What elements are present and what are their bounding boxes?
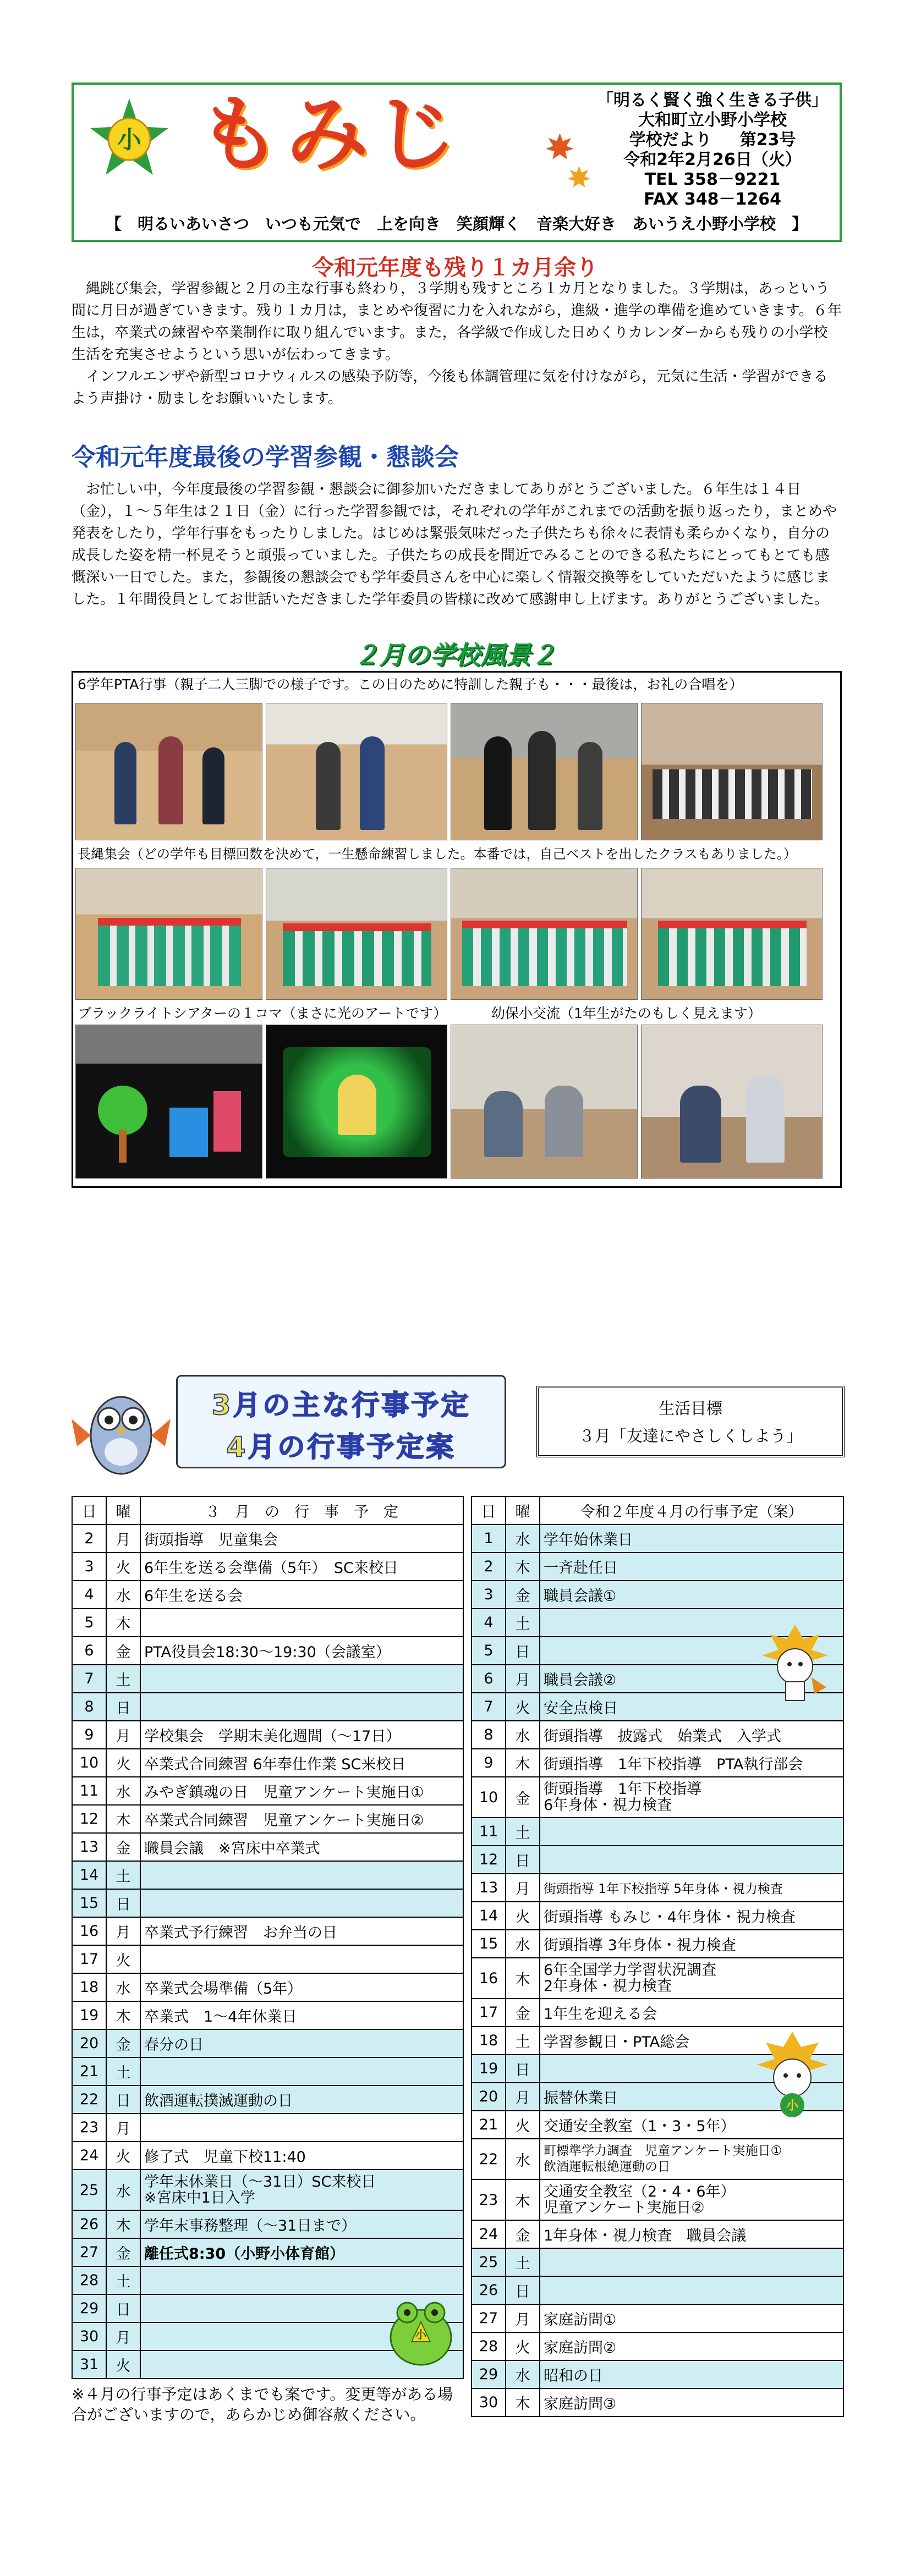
- weekday-cell: 火: [506, 2332, 540, 2360]
- day-cell: 10: [472, 1777, 506, 1818]
- schedule-row: [72, 2210, 463, 2238]
- event-cell: [540, 2179, 843, 2220]
- weekday-cell: 金: [106, 2029, 140, 2057]
- event-cell: [140, 1665, 463, 1693]
- day-cell: 2: [72, 1524, 106, 1553]
- event-text: 児童アンケート実施日②: [544, 2199, 705, 2216]
- schedule-row: [472, 1524, 843, 1553]
- weekday-cell: 月: [106, 1721, 140, 1749]
- newsletter-title: もみじ: [198, 87, 463, 183]
- col-day: 日: [72, 1496, 106, 1524]
- schedule-row: [472, 2248, 843, 2276]
- issue-date: 令和2年2月26日（火）: [623, 150, 802, 169]
- day-cell: 13: [472, 1874, 506, 1902]
- day-cell: 18: [72, 1973, 106, 2001]
- day-cell: 9: [472, 1749, 506, 1777]
- photo-theater-2: [266, 1025, 447, 1179]
- weekday-cell: 木: [106, 2001, 140, 2029]
- event-text: 6年身体・視力検査: [544, 1797, 672, 1814]
- event-cell: 職員会議①: [540, 1581, 843, 1609]
- event-cell: [540, 2248, 843, 2276]
- event-text: 2年身体・視力検査: [544, 1978, 672, 1995]
- day-cell: 17: [72, 1945, 106, 1973]
- event-cell: 職員会議②: [540, 1665, 843, 1693]
- day-cell: 24: [72, 2142, 106, 2170]
- col-day: 日: [472, 1496, 506, 1524]
- event-cell: [140, 1693, 463, 1721]
- schedule-row: [472, 2179, 843, 2220]
- article1-body: [72, 278, 842, 410]
- banner-march: 3月の主な行事予定: [211, 1389, 471, 1421]
- day-cell: 3: [472, 1581, 506, 1609]
- event-cell: 1年生を迎える会: [540, 1999, 843, 2027]
- event-cell: [140, 2170, 463, 2210]
- day-cell: 25: [72, 2170, 106, 2210]
- day-cell: 18: [472, 2027, 506, 2055]
- goal-label: 生活目標: [658, 1399, 722, 1418]
- weekday-cell: 木: [506, 1749, 540, 1777]
- day-cell: 5: [72, 1609, 106, 1637]
- event-cell: 修了式 児童下校11:40: [140, 2142, 463, 2170]
- weekday-cell: 木: [506, 2388, 540, 2417]
- weekday-cell: 水: [506, 2139, 540, 2179]
- schedule-row: [472, 1874, 843, 1902]
- event-cell: [540, 1846, 843, 1874]
- weekday-cell: 水: [106, 1777, 140, 1805]
- schedule-row: [472, 2220, 843, 2248]
- weekday-cell: 土: [106, 2266, 140, 2294]
- school-fax: FAX 348－1264: [644, 190, 781, 209]
- day-cell: 14: [72, 1861, 106, 1889]
- event-cell: 街頭指導 1年下校指導 PTA執行部会: [540, 1749, 843, 1777]
- photo-exchange-2: [641, 1025, 823, 1179]
- schedule-row: [72, 1889, 463, 1917]
- day-cell: 9: [72, 1721, 106, 1749]
- schedule-row: [72, 1693, 463, 1721]
- weekday-cell: 木: [506, 2179, 540, 2220]
- event-cell: 家庭訪問②: [540, 2332, 843, 2360]
- schedule-row: [72, 1805, 463, 1833]
- photo-pta-2: [266, 703, 447, 840]
- weekday-cell: 月: [506, 1665, 540, 1693]
- photo-caption-exchange: 幼保小交流（1年生がたのもしく見えます）: [491, 1005, 761, 1021]
- schedule-row: [472, 2276, 843, 2304]
- col-weekday: 曜: [106, 1496, 140, 1524]
- event-cell: 交通安全教室（1・3・5年）: [540, 2111, 843, 2139]
- weekday-cell: 月: [106, 1917, 140, 1945]
- weekday-cell: 金: [106, 1833, 140, 1861]
- schedule-row: [72, 2057, 463, 2085]
- day-cell: 20: [472, 2083, 506, 2111]
- event-cell: 学習参観日・PTA総会: [540, 2027, 843, 2055]
- photo-caption-jumprope: 長縄集会（どの学年も目標回数を決めて，一生懸命練習しました。本番では，自己ベストを出したクラスもありました。）: [78, 846, 797, 862]
- day-cell: 14: [472, 1902, 506, 1930]
- march-schedule-table: [72, 1496, 464, 2379]
- event-cell: [540, 1958, 843, 1999]
- event-cell: [540, 2139, 843, 2179]
- schedule-row: [472, 1818, 843, 1846]
- day-cell: 22: [72, 2085, 106, 2113]
- schedule-row: [472, 1553, 843, 1581]
- schedule-row: [72, 1665, 463, 1693]
- day-cell: 5: [472, 1637, 506, 1665]
- schedule-row: [472, 1846, 843, 1874]
- frog-mascot-icon: [380, 2288, 462, 2370]
- day-cell: 6: [472, 1665, 506, 1693]
- schedule-row: [72, 2238, 463, 2266]
- weekday-cell: 火: [106, 2351, 140, 2379]
- day-cell: 25: [472, 2248, 506, 2276]
- event-cell: 1年身体・視力検査 職員会議: [540, 2220, 843, 2248]
- event-text: ※宮床中1日入学: [144, 2189, 255, 2206]
- event-cell: 家庭訪問①: [540, 2304, 843, 2332]
- weekday-cell: 火: [106, 1945, 140, 1973]
- weekday-cell: 火: [106, 1749, 140, 1777]
- day-cell: 20: [72, 2029, 106, 2057]
- schedule-row: [472, 2304, 843, 2332]
- weekday-cell: 水: [506, 1930, 540, 1958]
- weekday-cell: 日: [506, 1637, 540, 1665]
- school-info: [594, 91, 831, 210]
- schedule-row: [72, 2029, 463, 2057]
- goal-text: ３月「友達にやさしくしよう」: [578, 1427, 802, 1445]
- photo-pta-4: [641, 703, 823, 840]
- event-text: 交通安全教室（2・4・6年）: [544, 2183, 736, 2200]
- event-cell: [540, 1777, 843, 1818]
- event-cell: 卒業式会場準備（5年）: [140, 1973, 463, 2001]
- event-cell: [540, 1818, 843, 1846]
- day-cell: 8: [472, 1721, 506, 1749]
- schedule-row: [472, 1749, 843, 1777]
- weekday-cell: 火: [506, 1693, 540, 1721]
- leaf-mascot-icon: [754, 2029, 831, 2120]
- photo-pta-1: [75, 703, 262, 840]
- weekday-cell: 日: [106, 2294, 140, 2322]
- day-cell: 22: [472, 2139, 506, 2179]
- weekday-cell: 土: [106, 1665, 140, 1693]
- schedule-row: [472, 1721, 843, 1749]
- photo-jumprope-3: [451, 868, 638, 1000]
- day-cell: 17: [472, 1999, 506, 2027]
- day-cell: 30: [72, 2322, 106, 2351]
- schedule-row: [72, 1917, 463, 1945]
- day-cell: 15: [472, 1930, 506, 1958]
- day-cell: 21: [72, 2057, 106, 2085]
- schedule-row: [472, 1777, 843, 1818]
- schedule-row: [72, 1833, 463, 1861]
- photo-gallery: [72, 671, 842, 1188]
- event-cell: 卒業式予行練習 お弁当の日: [140, 1917, 463, 1945]
- event-cell: [140, 1609, 463, 1637]
- weekday-cell: 月: [506, 2304, 540, 2332]
- leaf-mascot-icon: [759, 1622, 831, 1705]
- article2-paragraph: お忙しい中，今年度最後の学習参観・懇談会に御参加いただきましてありがとうございました。６年生は１４日（金），１～５年生は２１日（金）に行った学習参観では，それぞれの学年がこれまでの活動を振り返ったり，まとめや発表をしたり，学年行事をもったりしました。はじめは緊張気味だった子供たちも徐々に表情も柔らかくなり，自分の成長した姿を精一杯見そうと頑張っていました。子供たちの成長を間近でみることのできる私たちにとってもとても感慨深い一日でした。また，参観後の懇談会でも学年委員さんを中心に楽しく情報交換等をしていただいたように感じました。１年間役員としてお世話いただきました学年委員の皆様に改めて感謝申し上げます。ありがとうございました。: [72, 481, 837, 608]
- day-cell: 16: [72, 1917, 106, 1945]
- day-cell: 19: [72, 2001, 106, 2029]
- day-cell: 27: [72, 2238, 106, 2266]
- event-cell: 離任式8:30（小野小体育館）: [140, 2238, 463, 2266]
- weekday-cell: 木: [106, 2210, 140, 2238]
- schedule-row: [472, 1958, 843, 1999]
- weekday-cell: 水: [106, 2170, 140, 2210]
- weekday-cell: 月: [506, 2083, 540, 2111]
- weekday-cell: 木: [106, 1609, 140, 1637]
- event-cell: 街頭指導 もみじ・4年身体・視力検査: [540, 1902, 843, 1930]
- event-cell: 学年末事務整理（～31日まで）: [140, 2210, 463, 2238]
- event-cell: PTA役員会18:30～19:30（会議室）: [140, 1637, 463, 1665]
- event-cell: [540, 2276, 843, 2304]
- schedule-row: [72, 1524, 463, 1553]
- event-cell: 振替休業日: [540, 2083, 843, 2111]
- event-cell: 昭和の日: [540, 2360, 843, 2388]
- schedule-row: [72, 1721, 463, 1749]
- photo-caption-pta: 6学年PTA行事（親子二人三脚での様子です。この日のために特訓した親子も・・・最後は，お礼の合唱を）: [78, 676, 743, 692]
- event-text: 飲酒運転根絶運動の日: [544, 2160, 670, 2174]
- event-cell: 飲酒運転撲滅運動の日: [140, 2085, 463, 2113]
- event-cell: 街頭指導 披露式 始業式 入学式: [540, 1721, 843, 1749]
- day-cell: 16: [472, 1958, 506, 1999]
- schedule-row: [72, 1973, 463, 2001]
- day-cell: 21: [472, 2111, 506, 2139]
- photo-jumprope-2: [266, 868, 447, 1000]
- event-cell: 6年生を送る会準備（5年） SC来校日: [140, 1553, 463, 1581]
- day-cell: 29: [472, 2360, 506, 2388]
- weekday-cell: 日: [106, 2085, 140, 2113]
- event-cell: 学年始休業日: [540, 1524, 843, 1553]
- schedule-row: [72, 1581, 463, 1609]
- day-cell: 8: [72, 1693, 106, 1721]
- weekday-cell: 火: [106, 2142, 140, 2170]
- day-cell: 26: [472, 2276, 506, 2304]
- weekday-cell: 月: [506, 1874, 540, 1902]
- weekday-cell: 土: [106, 1861, 140, 1889]
- photo-caption-theater: ブラックライトシアターの１コマ（まさに光のアートです）: [78, 1005, 447, 1021]
- day-cell: 1: [472, 1524, 506, 1553]
- article1-paragraph: インフルエンザや新型コロナウィルスの感染予防等，今後も体調管理に気を付けながら，元気に生活・学習ができるよう声掛け・励ましをお願いいたします。: [72, 368, 828, 407]
- day-cell: 24: [472, 2220, 506, 2248]
- schedule-row: [472, 1902, 843, 1930]
- event-text: 6年全国学力学習状況調査: [544, 1962, 717, 1979]
- weekday-cell: 木: [506, 1553, 540, 1581]
- event-cell: 街頭指導 1年下校指導 5年身体・視力検査: [540, 1874, 843, 1902]
- weekday-cell: 水: [106, 1581, 140, 1609]
- schedule-row: [72, 1777, 463, 1805]
- weekday-cell: 日: [506, 2276, 540, 2304]
- event-cell: [140, 1889, 463, 1917]
- weekday-cell: 金: [506, 1777, 540, 1818]
- weekday-cell: 金: [506, 2220, 540, 2248]
- school-name: 大和町立小野小学校: [638, 111, 787, 130]
- school-slogan: 「明るく賢く強く生きる子供」: [597, 91, 828, 110]
- april-schedule-note: ※４月の行事予定はあくまでも案です。変更等がある場合がございますので，あらかじめ御容赦ください。: [72, 2385, 453, 2424]
- weekday-cell: 木: [106, 1805, 140, 1833]
- day-cell: 6: [72, 1637, 106, 1665]
- weekday-cell: 月: [106, 2322, 140, 2351]
- weekday-cell: 月: [106, 2113, 140, 2142]
- day-cell: 2: [472, 1553, 506, 1581]
- schedule-row: [72, 2170, 463, 2210]
- schedule-row: [72, 1945, 463, 1973]
- day-cell: 4: [72, 1581, 106, 1609]
- day-cell: 30: [472, 2388, 506, 2417]
- weekday-cell: 土: [506, 2027, 540, 2055]
- school-motto: 【 明るいあいさつ いつも元気で 上を向き 笑顔輝く 音楽大好き あいうえ小野小学校 】: [105, 214, 808, 233]
- event-cell: [140, 2057, 463, 2085]
- maple-leaf-icon: [545, 132, 575, 162]
- day-cell: 23: [472, 2179, 506, 2220]
- day-cell: 19: [472, 2055, 506, 2083]
- event-text: 学年末休業日（～31日）SC来校日: [144, 2173, 376, 2190]
- article1-paragraph: 縄跳び集会，学習参観と２月の主な行事も終わり，３学期も残すところ１カ月となりました。３学期は，あっという間に月日が過ぎていきます。残り１カ月は，まとめや復習に力を入れながら，進級・進学の準備を進めていきます。６年生は，卒業式の練習や卒業制作に取り組んでいます。また，各学級で作成した日めくりカレンダーからも残りの小学校生活を充実させようという思いが伝わってきます。: [72, 280, 842, 363]
- event-cell: 学校集会 学期末美化週間（～17日）: [140, 1721, 463, 1749]
- event-cell: 職員会議 ※宮床中卒業式: [140, 1833, 463, 1861]
- schedule-row: [72, 1749, 463, 1777]
- day-cell: 26: [72, 2210, 106, 2238]
- schedule-banner: [176, 1375, 506, 1468]
- weekday-cell: 土: [506, 1609, 540, 1637]
- photo-pta-3: [451, 703, 638, 840]
- col-events: ３ 月 の 行 事 予 定: [140, 1496, 463, 1524]
- day-cell: 7: [472, 1693, 506, 1721]
- schedule-row: [472, 1581, 843, 1609]
- schedule-row: [72, 2142, 463, 2170]
- event-text: 町標準学力調査 児童アンケート実施日①: [544, 2144, 782, 2158]
- issue-label: 学校だより: [629, 130, 712, 150]
- article1-title: 令和元年度も残り１カ月余り: [312, 255, 598, 280]
- schedule-row: [72, 2001, 463, 2029]
- schedule-row: [72, 1861, 463, 1889]
- weekday-cell: 金: [106, 2238, 140, 2266]
- weekday-cell: 火: [506, 1902, 540, 1930]
- col-weekday: 曜: [506, 1496, 540, 1524]
- schedule-row: [472, 1930, 843, 1958]
- schedule-row: [72, 1553, 463, 1581]
- schedule-row: [72, 1637, 463, 1665]
- schedule-row: [72, 2113, 463, 2142]
- weekday-cell: 土: [506, 1818, 540, 1846]
- event-cell: [140, 2113, 463, 2142]
- photo-jumprope-4: [641, 868, 823, 1000]
- event-cell: 春分の日: [140, 2029, 463, 2057]
- day-cell: 11: [472, 1818, 506, 1846]
- schedule-row: [72, 2085, 463, 2113]
- day-cell: 12: [472, 1846, 506, 1874]
- weekday-cell: 日: [106, 1889, 140, 1917]
- day-cell: 11: [72, 1777, 106, 1805]
- weekday-cell: 水: [506, 1524, 540, 1553]
- schedule-row: [472, 2388, 843, 2417]
- event-cell: みやぎ鎮魂の日 児童アンケート実施日①: [140, 1777, 463, 1805]
- event-cell: 卒業式合同練習 6年奉仕作業 SC来校日: [140, 1749, 463, 1777]
- event-cell: 家庭訪問③: [540, 2388, 843, 2417]
- schedule-row: [72, 1609, 463, 1637]
- event-cell: [140, 1945, 463, 1973]
- day-cell: 7: [72, 1665, 106, 1693]
- event-cell: 卒業式合同練習 児童アンケート実施日②: [140, 1805, 463, 1833]
- event-text: 街頭指導 1年下校指導: [544, 1781, 702, 1798]
- schedule-row: [472, 2360, 843, 2388]
- day-cell: 3: [72, 1553, 106, 1581]
- weekday-cell: 日: [106, 1693, 140, 1721]
- weekday-cell: 水: [506, 1721, 540, 1749]
- weekday-cell: 水: [506, 2360, 540, 2388]
- weekday-cell: 日: [506, 1846, 540, 1874]
- day-cell: 29: [72, 2294, 106, 2322]
- schedule-row: [472, 1999, 843, 2027]
- photo-jumprope-1: [75, 868, 262, 1000]
- event-cell: 街頭指導 3年身体・視力検査: [540, 1930, 843, 1958]
- article2-title: 令和元年度最後の学習参観・懇談会: [72, 443, 459, 471]
- school-tel: TEL 358－9221: [644, 170, 781, 189]
- photo-exchange-1: [451, 1025, 638, 1179]
- day-cell: 4: [472, 1609, 506, 1637]
- svg-text:小: 小: [415, 2328, 426, 2341]
- photo-theater-1: [75, 1025, 262, 1179]
- event-cell: 卒業式 1～4年休業日: [140, 2001, 463, 2029]
- weekday-cell: 土: [106, 2057, 140, 2085]
- day-cell: 28: [72, 2266, 106, 2294]
- svg-text:小: 小: [786, 2099, 799, 2113]
- event-cell: 6年生を送る会: [140, 1581, 463, 1609]
- maple-leaf-icon: [567, 165, 591, 190]
- weekday-cell: 金: [106, 1637, 140, 1665]
- weekday-cell: 火: [106, 1553, 140, 1581]
- article2-body: [72, 478, 842, 610]
- weekday-cell: 土: [506, 2248, 540, 2276]
- life-goal-box: [536, 1386, 845, 1457]
- event-cell: [140, 1861, 463, 1889]
- day-cell: 31: [72, 2351, 106, 2379]
- day-cell: 12: [72, 1805, 106, 1833]
- banner-april: 4月の行事予定案: [226, 1431, 456, 1463]
- day-cell: 10: [72, 1749, 106, 1777]
- event-cell: 街頭指導 児童集会: [140, 1524, 463, 1553]
- day-cell: 28: [472, 2332, 506, 2360]
- school-emblem-icon: [88, 96, 171, 179]
- event-cell: 一斉赴任日: [540, 1553, 843, 1581]
- weekday-cell: 金: [506, 1581, 540, 1609]
- schedule-row: [472, 2139, 843, 2179]
- weekday-cell: 水: [106, 1973, 140, 2001]
- emblem-char: 小: [117, 126, 141, 154]
- schedule-row: [472, 2332, 843, 2360]
- weekday-cell: 火: [506, 2111, 540, 2139]
- weekday-cell: 日: [506, 2055, 540, 2083]
- day-cell: 15: [72, 1889, 106, 1917]
- issue-line: [594, 130, 831, 150]
- event-cell: 安全点検日: [540, 1693, 843, 1721]
- owl-mascot-icon: [66, 1375, 176, 1479]
- weekday-cell: 木: [506, 1958, 540, 1999]
- day-cell: 27: [472, 2304, 506, 2332]
- photo-section-title: ２月の学校風景２: [354, 640, 556, 670]
- col-events: 令和２年度４月の行事予定（案）: [540, 1496, 843, 1524]
- weekday-cell: 金: [506, 1999, 540, 2027]
- issue-number: 第23号: [739, 130, 796, 150]
- day-cell: 23: [72, 2113, 106, 2142]
- weekday-cell: 月: [106, 1524, 140, 1553]
- day-cell: 13: [72, 1833, 106, 1861]
